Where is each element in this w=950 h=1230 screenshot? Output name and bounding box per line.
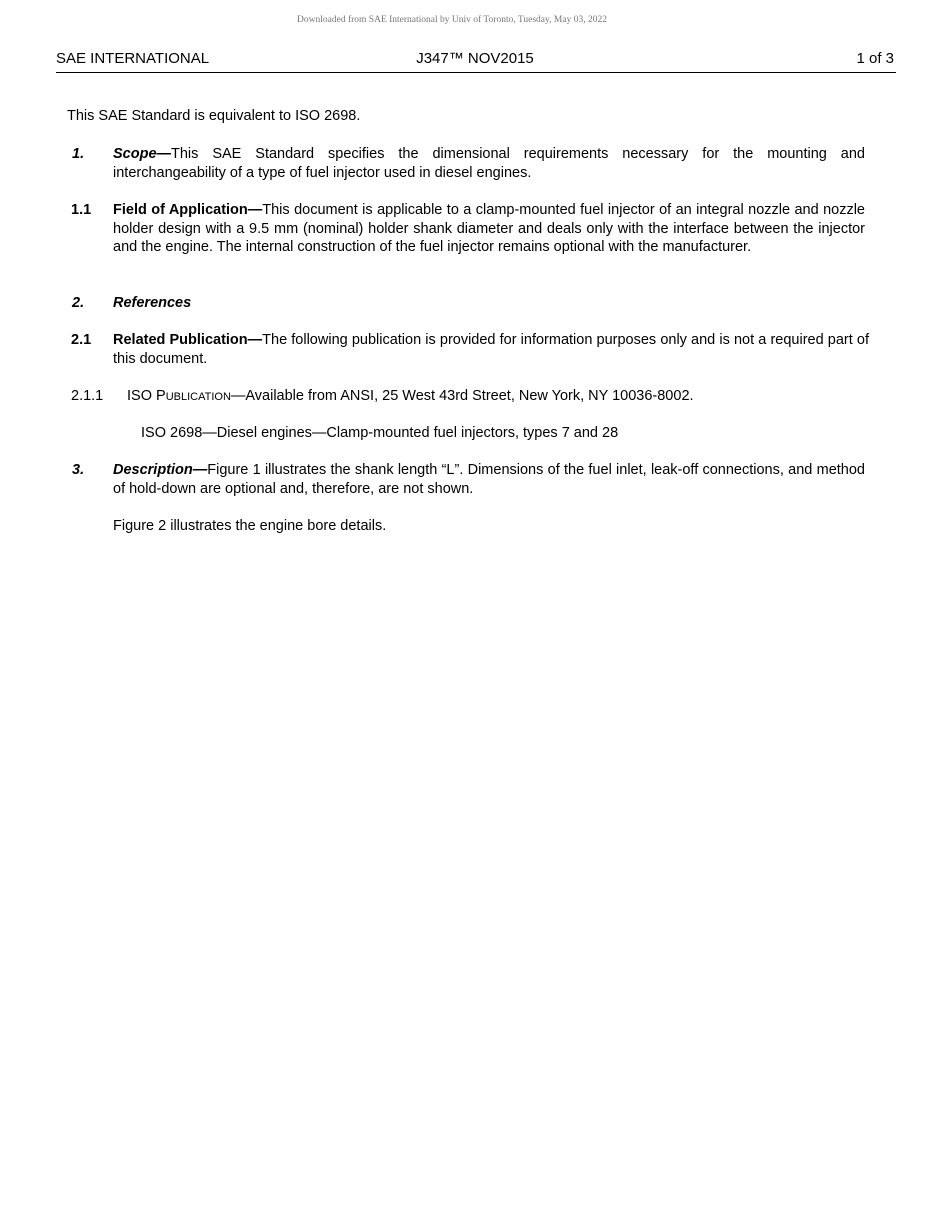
section-title: Related Publication—: [113, 332, 263, 348]
section-text: This SAE Standard specifies the dimensional requirements necessary for the mounting and interchangeability of a type of fuel injector used in diesel engines.: [113, 146, 865, 181]
section-description: [113, 461, 865, 498]
page-header: [56, 50, 896, 73]
section-text: Figure 1 illustrates the shank length “L”. Dimensions of the fuel inlet, leak-off connections, and method of hold-down are optional and, therefore, are not shown.: [113, 462, 865, 497]
section-text: This document is applicable to a clamp-mounted fuel injector of an integral nozzle and nozzle holder design with a 9.5 mm (nominal) holder shank diameter and deals only with the interface between the injector and the engine. The internal construction of the fuel injector remains optional with the manufacturer.: [113, 202, 865, 255]
section-scope: [113, 145, 865, 182]
section-field-of-application: [113, 201, 865, 257]
section-number: 2.: [72, 295, 85, 311]
description-paragraph: Figure 2 illustrates the engine bore details.: [113, 518, 387, 534]
section-title: Scope—: [113, 146, 172, 162]
header-page-number: 1 of 3: [856, 50, 894, 67]
section-number: 2.1: [71, 332, 92, 348]
section-text: The following publication is provided for information purposes only and is not a required part of this document.: [113, 332, 869, 367]
header-document-id: J347™ NOV2015: [416, 50, 534, 67]
download-watermark: Downloaded from SAE International by Univ of Toronto, Tuesday, May 03, 2022: [297, 15, 607, 25]
section-number: 1.1: [71, 202, 92, 218]
section-number: 1.: [72, 146, 85, 162]
section-title-smallcaps: UBLICATION: [165, 391, 231, 403]
reference-entry: ISO 2698—Diesel engines—Clamp-mounted fuel injectors, types 7 and 28: [141, 425, 619, 441]
header-organization: SAE INTERNATIONAL: [56, 50, 210, 67]
section-number: 3.: [72, 462, 85, 478]
section-title: Field of Application—: [113, 202, 263, 218]
section-iso-publication: [127, 387, 694, 407]
section-number: 2.1.1: [71, 388, 104, 404]
section-text: —Available from ANSI, 25 West 43rd Street, New York, NY 10036-8002.: [230, 388, 694, 404]
section-title: Description—: [113, 462, 208, 478]
section-title: ISO P: [127, 388, 166, 404]
section-related-publication: [113, 331, 869, 368]
section-references: [113, 294, 191, 313]
intro-statement: This SAE Standard is equivalent to ISO 2698.: [67, 108, 361, 124]
section-title: References: [113, 295, 192, 311]
